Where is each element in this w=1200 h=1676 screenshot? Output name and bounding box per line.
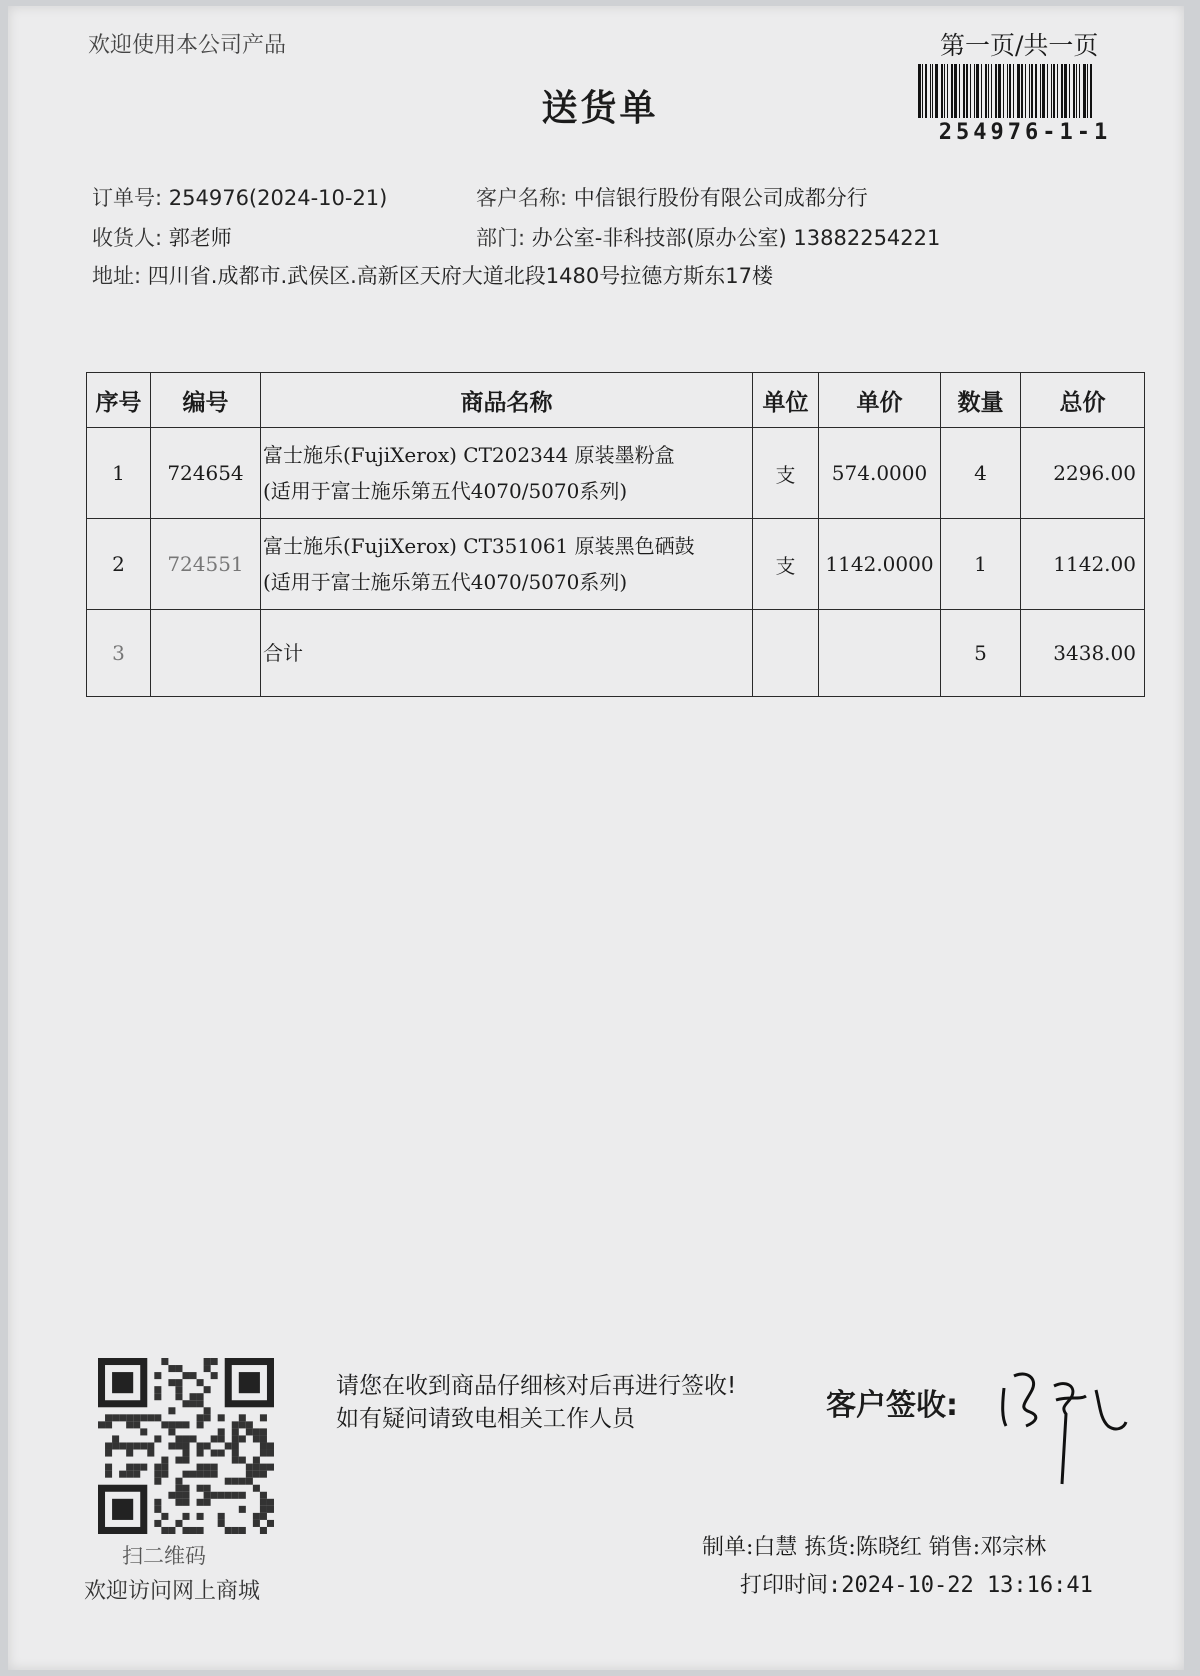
cell-qty: 5: [941, 610, 1021, 697]
header-unit: 单位: [753, 373, 819, 428]
cell-total: 2296.00: [1021, 428, 1145, 519]
table-row-total: [87, 610, 1145, 697]
qr-caption: 扫二维码: [122, 1544, 206, 1568]
address-label: 地址:: [92, 264, 142, 288]
welcome-text: 欢迎使用本公司产品: [88, 33, 287, 58]
customer-value: 中信银行股份有限公司成都分行: [573, 186, 868, 210]
qr-mall-caption: 欢迎访问网上商城: [84, 1579, 261, 1604]
order-number-row: [92, 182, 387, 212]
order-value: 254976(2024-10-21): [168, 186, 388, 210]
table-header-row: [87, 373, 1145, 428]
document-title: 送货单: [541, 88, 659, 129]
customer-sign-label: 客户签收:: [826, 1388, 958, 1423]
receiver-value: 郭老师: [168, 226, 232, 250]
page-info: 第一页/共一页: [940, 31, 1099, 60]
cell-code: [151, 610, 261, 697]
cell-price: 574.0000: [819, 428, 941, 519]
cell-name: [261, 519, 753, 610]
dept-value: 办公室-非科技部(原办公室) 13882254221: [531, 226, 941, 250]
print-time: 打印时间:2024-10-22 13:16:41: [740, 1573, 1093, 1598]
item-name-line1: 富士施乐(FujiXerox) CT202344 原装墨粉盒: [263, 443, 675, 467]
order-label: 订单号:: [92, 186, 163, 210]
header-qty: 数量: [941, 373, 1021, 428]
cell-code: 724551: [151, 519, 261, 610]
cell-total: 1142.00: [1021, 519, 1145, 610]
items-table: [86, 372, 1145, 697]
handwritten-signature: [996, 1356, 1146, 1496]
header-total: 总价: [1021, 373, 1145, 428]
cell-price: 1142.0000: [819, 519, 941, 610]
header-seq: 序号: [87, 373, 151, 428]
header-code: 编号: [151, 373, 261, 428]
staff-info: 制单:白慧 拣货:陈晓红 销售:邓宗林: [702, 1535, 1047, 1560]
item-name-line1: 富士施乐(FujiXerox) CT351061 原装黑色硒鼓: [263, 534, 695, 558]
cell-qty: 1: [941, 519, 1021, 610]
cell-seq: 3: [87, 610, 151, 697]
cell-code: 724654: [151, 428, 261, 519]
qr-code-icon: [98, 1358, 274, 1534]
cell-total: 3438.00: [1021, 610, 1145, 697]
cell-qty: 4: [941, 428, 1021, 519]
barcode-image: [918, 64, 1130, 118]
total-label: 合计: [263, 641, 303, 665]
cell-name: [261, 428, 753, 519]
cell-unit: 支: [753, 519, 819, 610]
cell-unit: 支: [753, 428, 819, 519]
cell-unit: [753, 610, 819, 697]
receiver-row: [92, 222, 232, 252]
header-price: 单价: [819, 373, 941, 428]
receiver-label: 收货人:: [92, 226, 163, 250]
address-row: [92, 260, 773, 290]
customer-row: [476, 182, 868, 212]
item-name-line2: (适用于富士施乐第五代4070/5070系列): [263, 570, 628, 594]
barcode-number: 254976-1-1: [938, 120, 1112, 145]
cell-seq: 2: [87, 519, 151, 610]
cell-seq: 1: [87, 428, 151, 519]
cell-name: [261, 610, 753, 697]
customer-label: 客户名称:: [476, 186, 568, 210]
receipt-notice: 请您在收到商品仔细核对后再进行签收!如有疑问请致电相关工作人员: [336, 1373, 737, 1432]
table-row: [87, 519, 1145, 610]
dept-label: 部门:: [476, 226, 526, 250]
item-name-line2: (适用于富士施乐第五代4070/5070系列): [263, 479, 628, 503]
cell-price: [819, 610, 941, 697]
table-row: [87, 428, 1145, 519]
department-row: [476, 222, 940, 252]
address-value: 四川省.成都市.武侯区.高新区天府大道北段1480号拉德方斯东17楼: [147, 264, 773, 288]
header-name: 商品名称: [261, 373, 753, 428]
